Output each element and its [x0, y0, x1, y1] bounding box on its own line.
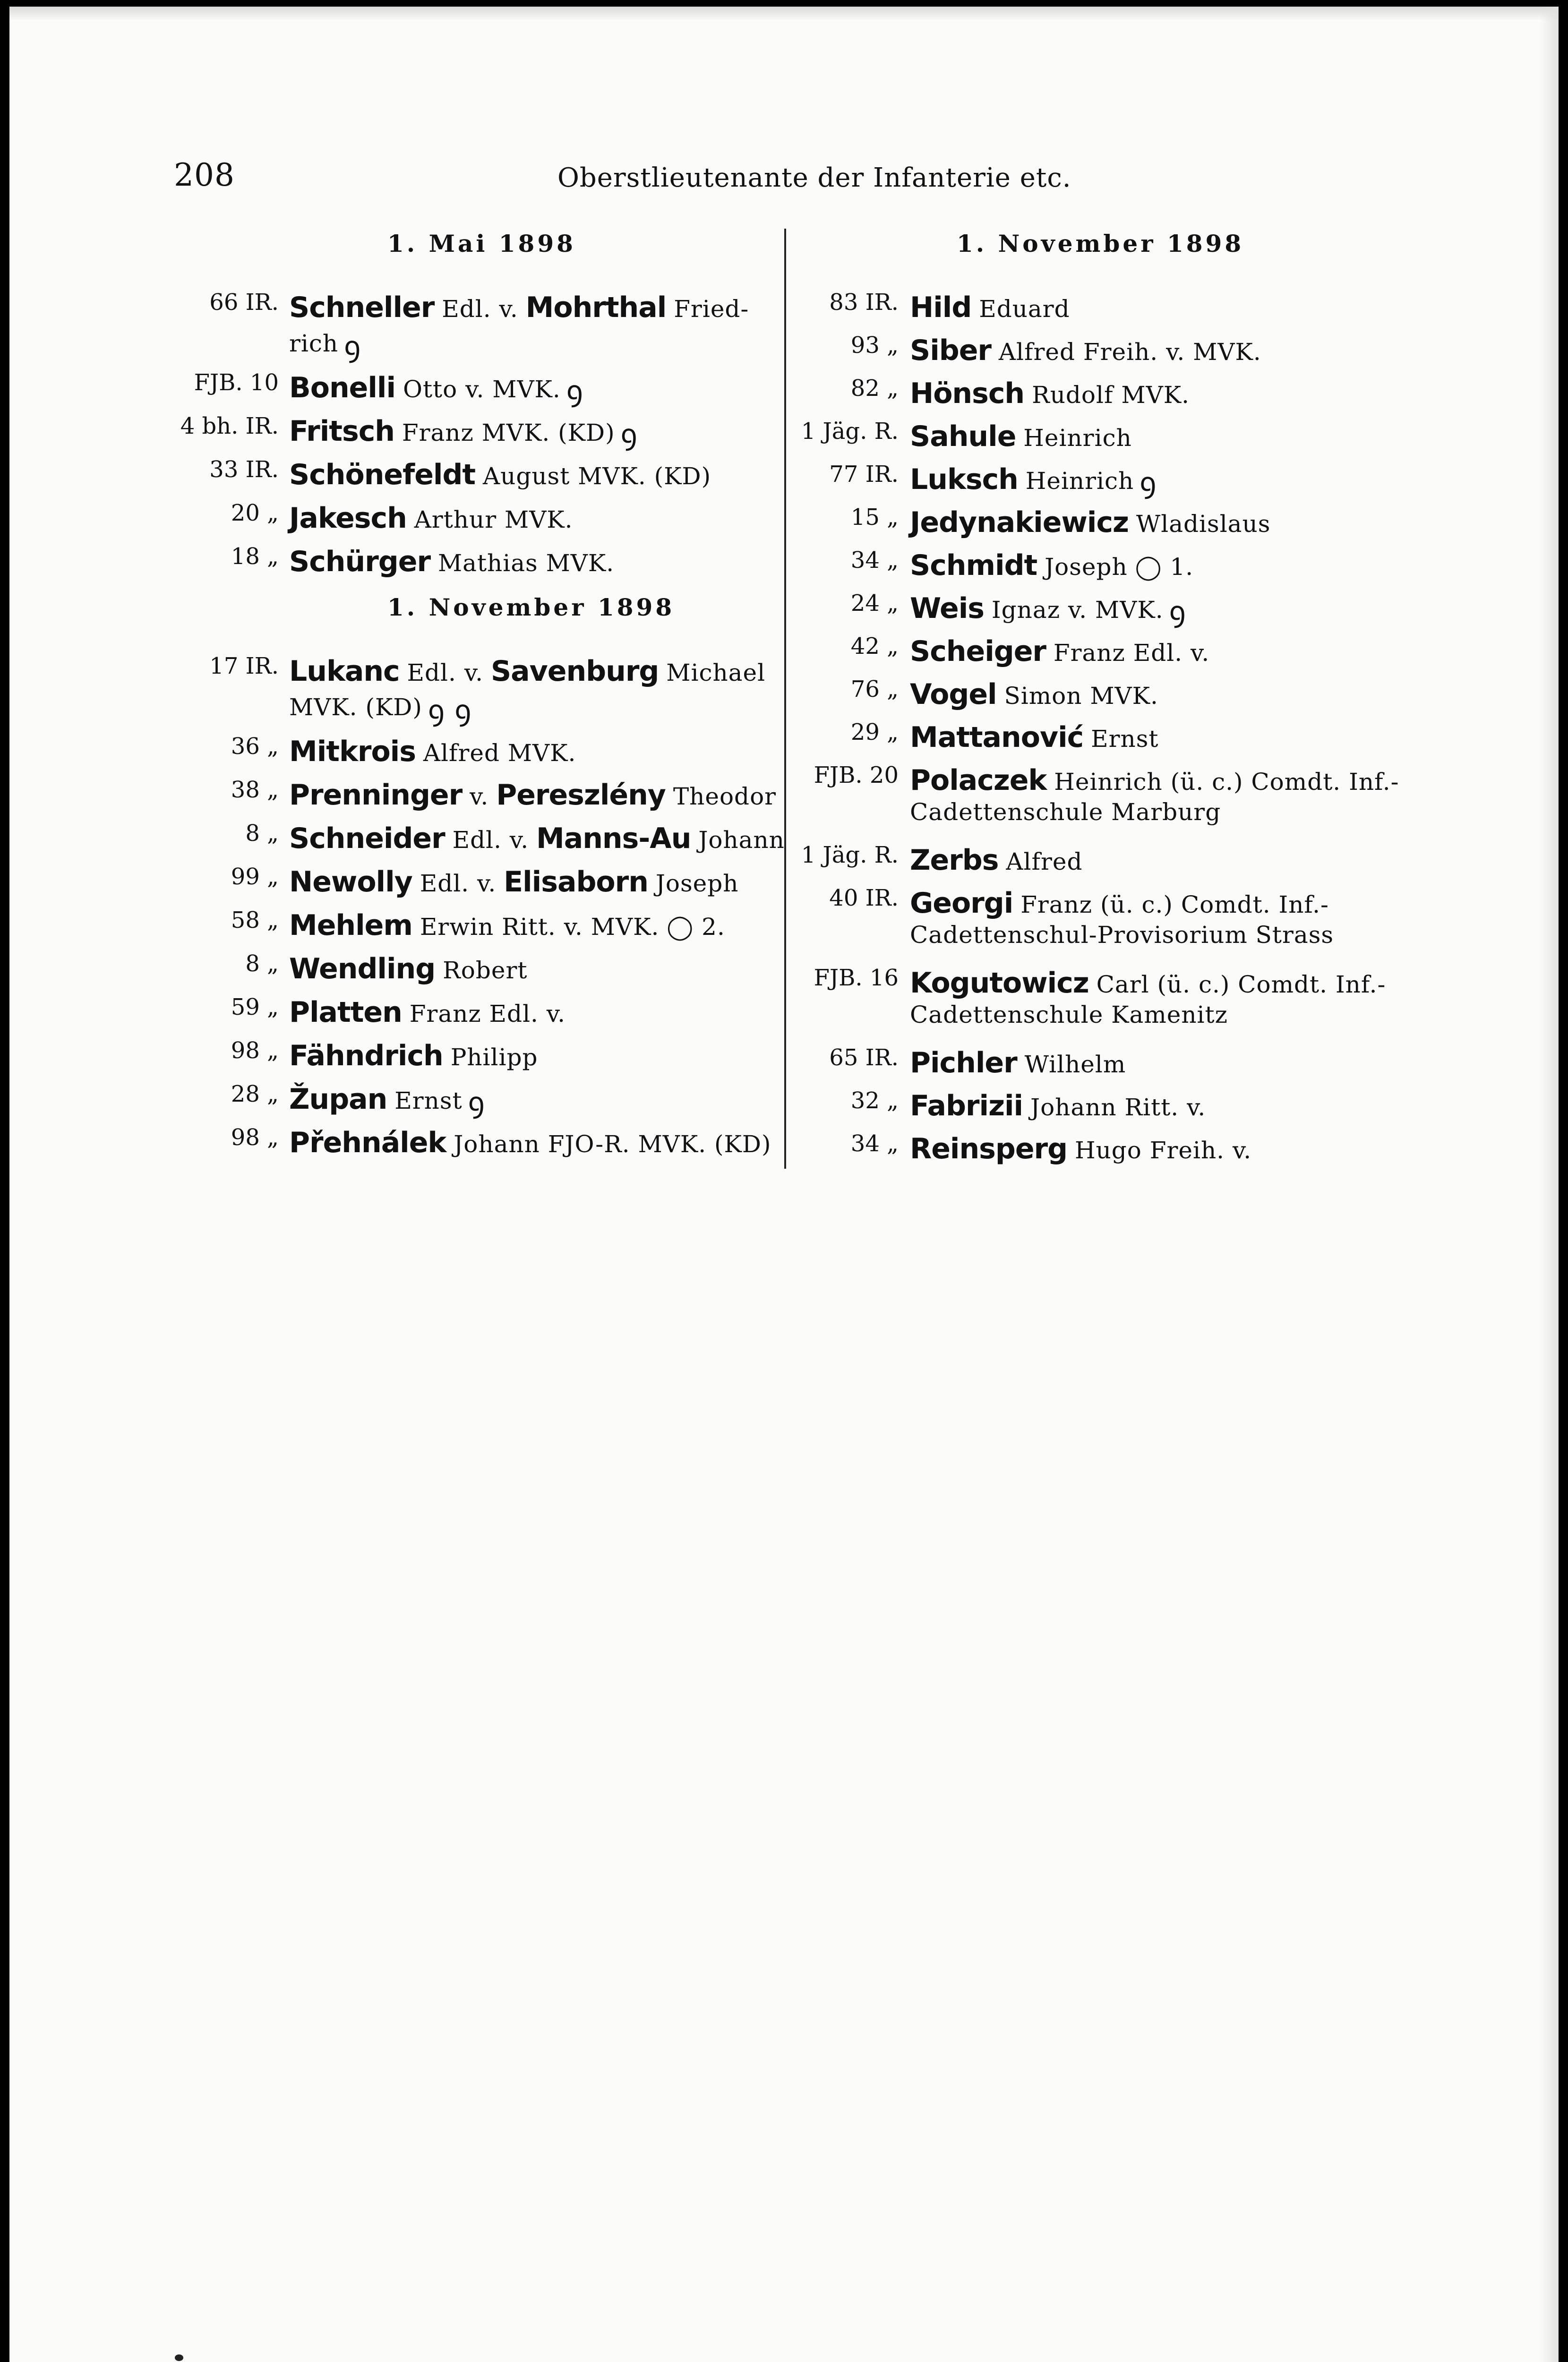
- entry-text: [910, 630, 1209, 674]
- given-name-and-titles: Rudolf MVK.: [1032, 381, 1190, 409]
- surname: Jakesch: [289, 502, 407, 535]
- given-name-and-titles: Alfred MVK.: [423, 739, 576, 767]
- unit-designation: 76 „: [850, 676, 899, 702]
- surname: Schürger: [289, 545, 431, 578]
- surname: Fritsch: [289, 415, 394, 448]
- surname: Zerbs: [910, 844, 999, 877]
- given-name-and-titles: Ernst: [394, 1087, 463, 1114]
- given-name-and-titles: Franz MVK. (KD): [402, 419, 615, 446]
- entry-text: [910, 1128, 1251, 1172]
- given-name-and-titles: Heinrich: [1025, 467, 1134, 495]
- unit-designation: 40 IR.: [829, 885, 899, 911]
- page-edge-shadow: [9, 7, 1559, 21]
- unit-designation: 34 „: [850, 547, 899, 573]
- given-name-and-titles: Otto v. MVK.: [403, 376, 561, 403]
- decoration-ring: ◯ 1.: [1135, 553, 1194, 581]
- continuation-text: Cadettenschule Kamenitz: [910, 1001, 1228, 1028]
- entry-text: [289, 650, 765, 694]
- unit-designation: 42 „: [850, 633, 899, 659]
- unit-designation: 32 „: [850, 1087, 899, 1114]
- entry-text: [289, 367, 583, 412]
- surname: Luksch: [910, 463, 1018, 496]
- surname: Mehlem: [289, 909, 412, 942]
- surname-predicate: Elisaborn: [504, 865, 648, 899]
- entry-text: [289, 1121, 771, 1165]
- given-name-and-titles: Franz (ü. c.) Comdt. Inf.-: [1020, 891, 1329, 918]
- entry-text: [289, 730, 576, 774]
- entry-text: [910, 759, 1399, 803]
- given-name: Joseph: [655, 870, 739, 897]
- given-name-and-titles: Joseph: [1045, 553, 1128, 581]
- entry-text: [910, 458, 1156, 504]
- entry-text: [289, 817, 785, 861]
- page-number: 208: [174, 157, 235, 193]
- unit-designation: 65 IR.: [829, 1044, 899, 1071]
- entry-text: [289, 1035, 538, 1078]
- section-heading: 1. November 1898: [957, 230, 1244, 257]
- surname: Weis: [910, 592, 985, 625]
- continuation-text: MVK. (KD): [289, 693, 422, 721]
- given-name-and-titles: Arthur MVK.: [414, 506, 573, 533]
- given-name-and-titles: Alfred: [1006, 848, 1083, 875]
- surname: Georgi: [910, 887, 1013, 920]
- given-name-and-titles: Robert: [443, 957, 528, 984]
- entry-text: [289, 497, 573, 541]
- decoration-medal-icon: ꝯ: [468, 1086, 485, 1119]
- given-name-and-titles: Johann Ritt. v.: [1030, 1094, 1206, 1121]
- entry-text: [289, 904, 725, 948]
- entry-text: [910, 1085, 1206, 1129]
- unit-designation: 33 IR.: [209, 456, 279, 483]
- surname: Hönsch: [910, 377, 1025, 410]
- surname: Schmidt: [910, 549, 1037, 582]
- entry-text: [910, 882, 1329, 926]
- decoration-medal-icon: ꝯ: [566, 375, 583, 408]
- entry-continuation: [289, 690, 471, 728]
- surname: Sahule: [910, 420, 1016, 453]
- unit-designation: 17 IR.: [209, 653, 279, 679]
- surname-predicate: Pereszlény: [496, 779, 666, 812]
- given-name-and-titles: Ernst: [1091, 725, 1159, 753]
- decoration-medal-icon: ꝯ ꝯ: [428, 694, 472, 727]
- entry-continuation: [289, 326, 361, 365]
- surname: Vogel: [910, 678, 997, 711]
- unit-designation: 98 „: [231, 1037, 279, 1064]
- unit-designation: 8 „: [245, 820, 279, 847]
- unit-designation: 38 „: [231, 777, 279, 803]
- entry-text: [910, 329, 1261, 373]
- given-name-and-titles: Johann FJO-R. MVK. (KD): [454, 1130, 771, 1158]
- surname: Schneider: [289, 822, 445, 855]
- entry-continuation: [910, 1001, 1228, 1028]
- surname: Platten: [289, 996, 402, 1029]
- unit-designation: 18 „: [231, 543, 279, 570]
- unit-designation: 15 „: [850, 504, 899, 531]
- unit-designation: 29 „: [850, 719, 899, 745]
- surname: Mattanović: [910, 721, 1084, 754]
- entry-text: [289, 774, 776, 818]
- given-name: Theodor: [673, 783, 777, 810]
- continuation-text: rich: [289, 330, 339, 357]
- surname: Schönefeldt: [289, 458, 476, 491]
- given-name-and-titles: Alfred Freih. v. MVK.: [998, 338, 1261, 366]
- unit-designation: 93 „: [850, 332, 899, 359]
- given-name-and-titles: Eduard: [979, 295, 1070, 323]
- unit-designation: 83 IR.: [829, 289, 899, 316]
- running-head: Oberstlieutenante der Infanterie etc.: [557, 163, 1071, 193]
- surname: Polaczek: [910, 764, 1047, 797]
- surname: Siber: [910, 334, 992, 367]
- given-name-and-titles: Wilhelm: [1024, 1051, 1126, 1078]
- given-name: Michael: [666, 659, 766, 686]
- unit-designation: 4 bh. IR.: [180, 413, 279, 439]
- given-name-and-titles: Wladislaus: [1136, 510, 1271, 538]
- unit-designation: FJB. 10: [194, 369, 279, 396]
- unit-designation: 99 „: [231, 864, 279, 890]
- surname: Schneller: [289, 291, 435, 324]
- section-heading: 1. November 1898: [387, 593, 675, 621]
- surname: Jedynakiewicz: [910, 506, 1129, 539]
- unit-designation: 20 „: [231, 500, 279, 526]
- decoration-medal-icon: ꝯ: [620, 418, 637, 451]
- surname: Wendling: [289, 952, 436, 985]
- surname: Fabrizii: [910, 1089, 1023, 1122]
- decoration-medal-icon: ꝯ: [1169, 595, 1186, 628]
- given-name: Johann: [698, 826, 785, 854]
- surname: Bonelli: [289, 371, 396, 404]
- entry-text: [910, 372, 1190, 416]
- given-name-and-titles: Heinrich: [1023, 424, 1132, 452]
- unit-designation: 34 „: [850, 1130, 899, 1157]
- entry-continuation: [910, 798, 1221, 826]
- page-edge-shadow-right: [1540, 7, 1559, 2362]
- unit-designation: 8 „: [245, 950, 279, 977]
- surname: Mitkrois: [289, 735, 416, 768]
- unit-designation: 36 „: [231, 733, 279, 760]
- unit-designation: 98 „: [231, 1124, 279, 1151]
- entry-text: [289, 1078, 485, 1124]
- entry-text: [910, 673, 1158, 717]
- given-name-and-titles: August MVK. (KD): [483, 462, 711, 490]
- print-speck: [175, 2354, 183, 2361]
- unit-designation: 24 „: [850, 590, 899, 616]
- given-name-and-titles: Hugo Freih. v.: [1074, 1137, 1252, 1164]
- given-name-and-titles: Franz Edl. v.: [1053, 639, 1210, 667]
- given-name-and-titles: v.: [470, 783, 489, 810]
- surname: Scheiger: [910, 635, 1046, 668]
- given-name-and-titles: Edl. v.: [452, 826, 529, 854]
- entry-text: [289, 410, 637, 456]
- column-divider: [784, 229, 786, 1169]
- given-name-and-titles: Edl. v.: [407, 659, 484, 686]
- given-name-and-titles: Mathias MVK.: [437, 549, 615, 577]
- surname: Hild: [910, 291, 972, 324]
- entry-text: [910, 1042, 1126, 1086]
- entry-text: [910, 501, 1270, 545]
- surname: Pichler: [910, 1046, 1017, 1079]
- given-name-and-titles: Franz Edl. v.: [409, 1000, 566, 1027]
- given-name: Fried-: [674, 295, 749, 323]
- continuation-text: Cadettenschul-Provisorium Strass: [910, 921, 1334, 949]
- surname: Župan: [289, 1083, 387, 1116]
- entry-text: [910, 544, 1193, 588]
- continuation-text: Cadettenschule Marburg: [910, 798, 1221, 826]
- book-page: [9, 7, 1559, 2362]
- decoration-medal-icon: ꝯ: [344, 330, 361, 363]
- surname-predicate: Savenburg: [490, 655, 659, 688]
- entry-text: [289, 454, 711, 497]
- surname: Newolly: [289, 865, 412, 899]
- surname: Kogutowicz: [910, 967, 1089, 1000]
- given-name-and-titles: Erwin Ritt. v. MVK.: [420, 913, 660, 941]
- unit-designation: FJB. 20: [814, 762, 899, 788]
- unit-designation: 82 „: [850, 375, 899, 402]
- surname-predicate: Manns-Au: [536, 822, 691, 855]
- decoration-ring: ◯ 2.: [667, 913, 725, 941]
- unit-designation: 58 „: [231, 907, 279, 933]
- unit-designation: 77 IR.: [829, 461, 899, 488]
- entry-text: [289, 540, 614, 584]
- unit-designation: FJB. 16: [814, 965, 899, 991]
- entry-text: [910, 839, 1082, 883]
- entry-text: [910, 415, 1132, 459]
- given-name-and-titles: Simon MVK.: [1004, 682, 1158, 710]
- given-name-and-titles: Philipp: [450, 1044, 538, 1071]
- unit-designation: 66 IR.: [209, 289, 279, 316]
- surname-predicate: Mohrthal: [525, 291, 667, 324]
- section-heading: 1. Mai 1898: [387, 230, 576, 257]
- given-name-and-titles: Ignaz v. MVK.: [991, 596, 1164, 624]
- given-name-and-titles: Carl (ü. c.) Comdt. Inf.-: [1096, 971, 1386, 998]
- entry-text: [289, 861, 738, 905]
- given-name-and-titles: Heinrich (ü. c.) Comdt. Inf.-: [1054, 768, 1399, 796]
- entry-text: [289, 991, 566, 1035]
- surname: Fähndrich: [289, 1039, 443, 1072]
- unit-designation: 59 „: [231, 994, 279, 1020]
- given-name-and-titles: Edl. v.: [420, 870, 497, 897]
- entry-continuation: [910, 921, 1334, 949]
- given-name-and-titles: Edl. v.: [442, 295, 518, 323]
- unit-designation: 1 Jäg. R.: [801, 418, 899, 445]
- entry-text: [289, 286, 749, 330]
- decoration-medal-icon: ꝯ: [1140, 466, 1157, 499]
- unit-designation: 28 „: [231, 1081, 279, 1107]
- entry-text: [910, 716, 1159, 760]
- entry-text: [289, 948, 527, 992]
- unit-designation: 1 Jäg. R.: [801, 842, 899, 868]
- surname: Přehnálek: [289, 1126, 446, 1159]
- entry-text: [910, 962, 1386, 1006]
- surname: Reinsperg: [910, 1132, 1068, 1165]
- entry-text: [910, 587, 1186, 633]
- entry-text: [910, 286, 1070, 330]
- surname: Lukanc: [289, 655, 400, 688]
- surname: Prenninger: [289, 779, 463, 812]
